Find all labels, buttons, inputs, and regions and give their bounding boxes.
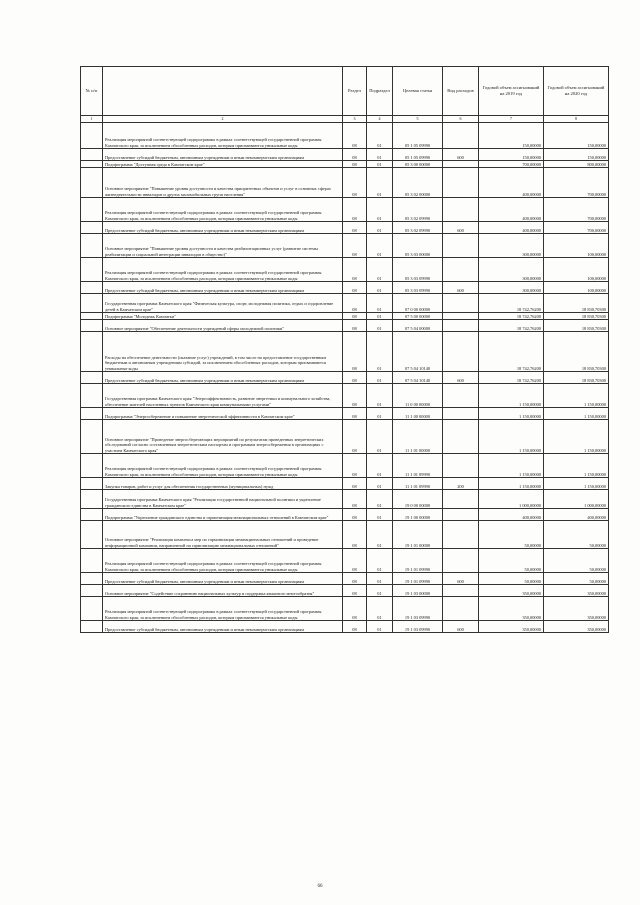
col-index: 8 [544, 116, 609, 123]
podrazdel-cell: 01 [367, 573, 393, 585]
table-row [81, 168, 609, 198]
item-name-cell: Основное мероприятие "Повышение уровня доступности и качества реабилитационных услуг (развитие системы реабилитации и социальной интеграции инвалидов в общество)" [103, 234, 343, 258]
header-expense-type: Вид расходов [443, 67, 479, 116]
table-row [81, 123, 609, 149]
table-row [81, 282, 609, 294]
expense-type-cell: 600 [443, 372, 479, 384]
header-num: № п/п [81, 67, 103, 116]
header-2020: Годовой объем ассигнований на 2020 год [544, 67, 609, 116]
podrazdel-cell: 01 [367, 521, 393, 549]
table-row [81, 149, 609, 161]
table-row [81, 549, 609, 573]
razdel-cell: 08 [343, 320, 367, 332]
target-article-cell: 19 1 03 00000 [393, 585, 443, 597]
expense-type-cell [443, 161, 479, 168]
razdel-cell: 08 [343, 597, 367, 621]
amount-2020-cell: 800,00000 [544, 161, 609, 168]
expense-type-cell [443, 549, 479, 573]
podrazdel-cell: 01 [367, 294, 393, 313]
table-row [81, 490, 609, 509]
razdel-cell: 08 [343, 168, 367, 198]
podrazdel-cell: 01 [367, 313, 393, 320]
item-name-cell: Основное мероприятие "Обеспечение деятельности учреждений сферы молодежной политики" [103, 320, 343, 332]
table-body [81, 123, 609, 633]
amount-2019-cell: 1 150,00000 [479, 478, 544, 490]
amount-2019-cell: 350,00000 [479, 585, 544, 597]
razdel-cell: 08 [343, 549, 367, 573]
razdel-cell: 08 [343, 198, 367, 222]
col-index: 6 [443, 116, 479, 123]
item-name-cell: Основное мероприятие "Реализация комплекса мер по гармонизации межнациональных отношений и проведение информационной кампании, направленной на гармонизацию межнациональных отношений" [103, 521, 343, 549]
target-article-cell: 19 0 00 00000 [393, 490, 443, 509]
amount-2019-cell: 400,00000 [479, 222, 544, 234]
expense-type-cell: 600 [443, 621, 479, 633]
amount-2020-cell: 700,00000 [544, 222, 609, 234]
expense-type-cell [443, 454, 479, 478]
expense-type-cell [443, 509, 479, 521]
expense-type-cell [443, 490, 479, 509]
table-row [81, 320, 609, 332]
amount-2019-cell: 150,00000 [479, 123, 544, 149]
table-header-row [81, 67, 609, 116]
amount-2020-cell: 18 830,70300 [544, 313, 609, 320]
razdel-cell: 08 [343, 313, 367, 320]
item-name-cell: Подпрограмма "Молодежь Камчатки" [103, 313, 343, 320]
podrazdel-cell: 01 [367, 384, 393, 408]
expense-type-cell [443, 198, 479, 222]
amount-2019-cell: 18 742,76200 [479, 294, 544, 313]
amount-2020-cell: 100,00000 [544, 282, 609, 294]
table-row [81, 454, 609, 478]
amount-2019-cell: 350,00000 [479, 597, 544, 621]
expense-type-cell [443, 234, 479, 258]
razdel-cell: 08 [343, 372, 367, 384]
amount-2020-cell: 50,00000 [544, 573, 609, 585]
expense-type-cell: 600 [443, 573, 479, 585]
podrazdel-cell: 01 [367, 282, 393, 294]
item-name-cell: Расходы на обеспечение деятельности (оказание услуг) учреждений, в том числе на предоставление государственным бюджетным и автономным учреждениям субсидий, за исключением обособленных расходов, которым присваиваются уникальные коды [103, 332, 343, 372]
podrazdel-cell: 01 [367, 161, 393, 168]
table-row [81, 420, 609, 454]
podrazdel-cell: 01 [367, 408, 393, 420]
amount-2020-cell: 18 830,70300 [544, 372, 609, 384]
target-article-cell: 05 3 00 00000 [393, 161, 443, 168]
amount-2020-cell: 50,00000 [544, 549, 609, 573]
podrazdel-cell: 01 [367, 509, 393, 521]
razdel-cell: 08 [343, 294, 367, 313]
target-article-cell: 05 3 03 09990 [393, 282, 443, 294]
amount-2020-cell: 1 150,00000 [544, 408, 609, 420]
razdel-cell: 08 [343, 408, 367, 420]
target-article-cell: 05 1 05 09990 [393, 149, 443, 161]
item-name-cell: Основное мероприятие "Проведение энергосберегающих мероприятий по результатам проведенных энергетических обследований согласно составленным энергетическим паспортам и программам энергосбережения в организациях с участием Камчатского края" [103, 420, 343, 454]
amount-2019-cell: 1 150,00000 [479, 384, 544, 408]
amount-2020-cell: 50,00000 [544, 521, 609, 549]
amount-2019-cell: 18 742,76200 [479, 320, 544, 332]
col-index: 5 [393, 116, 443, 123]
amount-2019-cell: 300,00000 [479, 234, 544, 258]
table-row [81, 372, 609, 384]
expense-type-cell: 600 [443, 149, 479, 161]
row-number-cell [81, 258, 103, 282]
razdel-cell: 08 [343, 490, 367, 509]
amount-2020-cell: 350,00000 [544, 621, 609, 633]
table-row [81, 222, 609, 234]
podrazdel-cell: 01 [367, 621, 393, 633]
table-row [81, 332, 609, 372]
amount-2019-cell: 150,00000 [479, 149, 544, 161]
amount-2019-cell: 50,00000 [479, 549, 544, 573]
podrazdel-cell: 01 [367, 549, 393, 573]
item-name-cell: Реализация мероприятий соответствующей подпрограммы в рамках соответствующей государственной программы Камчатского края, за исключением обособленных расходов, которым присваиваются уникальные коды [103, 258, 343, 282]
amount-2020-cell: 18 830,70300 [544, 320, 609, 332]
podrazdel-cell: 01 [367, 597, 393, 621]
target-article-cell: 05 3 03 00000 [393, 234, 443, 258]
amount-2020-cell: 18 830,70300 [544, 332, 609, 372]
podrazdel-cell: 01 [367, 332, 393, 372]
item-name-cell: Реализация мероприятий соответствующей подпрограммы в рамках соответствующей государственной программы Камчатского края, за исключением обособленных расходов, которым присваиваются уникальные коды [103, 454, 343, 478]
col-index: 2 [103, 116, 343, 123]
amount-2019-cell: 1 150,00000 [479, 420, 544, 454]
target-article-cell: 07 5 04 10140 [393, 372, 443, 384]
amount-2020-cell: 700,00000 [544, 198, 609, 222]
header-2019: Годовой объем ассигнований на 2019 год [479, 67, 544, 116]
target-article-cell: 05 1 05 09990 [393, 123, 443, 149]
item-name-cell: Предоставление субсидий бюджетным, автономным учреждениям и иным некоммерческим организациям [103, 621, 343, 633]
razdel-cell: 08 [343, 521, 367, 549]
amount-2019-cell: 18 742,76200 [479, 332, 544, 372]
razdel-cell: 08 [343, 585, 367, 597]
table-row [81, 509, 609, 521]
target-article-cell: 11 1 01 00000 [393, 420, 443, 454]
row-number-cell [81, 408, 103, 420]
item-name-cell: Закупка товаров, работ и услуг для обеспечения государственных (муниципальных) нужд [103, 478, 343, 490]
item-name-cell: Предоставление субсидий бюджетным, автономным учреждениям и иным некоммерческим организациям [103, 282, 343, 294]
table-row [81, 258, 609, 282]
table-row [81, 234, 609, 258]
target-article-cell: 11 1 00 00000 [393, 408, 443, 420]
razdel-cell: 08 [343, 234, 367, 258]
row-number-cell [81, 123, 103, 149]
item-name-cell: Предоставление субсидий бюджетным, автономным учреждениям и иным некоммерческим организациям [103, 372, 343, 384]
row-number-cell [81, 585, 103, 597]
table-row [81, 521, 609, 549]
budget-sheet [80, 66, 608, 633]
expense-type-cell: 600 [443, 282, 479, 294]
expense-type-cell [443, 313, 479, 320]
amount-2020-cell: 150,00000 [544, 123, 609, 149]
razdel-cell: 08 [343, 332, 367, 372]
razdel-cell: 08 [343, 149, 367, 161]
amount-2019-cell: 50,00000 [479, 521, 544, 549]
target-article-cell: 19 1 01 00000 [393, 521, 443, 549]
item-name-cell: Реализация мероприятий соответствующей подпрограммы в рамках соответствующей государственной программы Камчатского края, за исключением обособленных расходов, которым присваиваются уникальные коды [103, 597, 343, 621]
target-article-cell: 19 1 00 00000 [393, 509, 443, 521]
row-number-cell [81, 549, 103, 573]
item-name-cell: Предоставление субсидий бюджетным, автономным учреждениям и иным некоммерческим организациям [103, 149, 343, 161]
expense-type-cell [443, 597, 479, 621]
amount-2019-cell: 700,00000 [479, 161, 544, 168]
col-index: 4 [367, 116, 393, 123]
header-podrazdel: Подраздел [367, 67, 393, 116]
row-number-cell [81, 454, 103, 478]
podrazdel-cell: 01 [367, 585, 393, 597]
razdel-cell: 08 [343, 258, 367, 282]
target-article-cell: 05 3 02 09990 [393, 222, 443, 234]
expense-type-cell [443, 294, 479, 313]
item-name-cell: Подпрограмма "Укрепление гражданского единства и гармонизация межнациональных отношений в Камчатском крае" [103, 509, 343, 521]
target-article-cell: 19 1 03 09990 [393, 597, 443, 621]
expense-type-cell [443, 168, 479, 198]
amount-2019-cell: 1 000,00000 [479, 490, 544, 509]
target-article-cell: 07 0 00 00000 [393, 294, 443, 313]
item-name-cell: Государственная программа Камчатского края "Энергоэффективность, развитие энергетики и коммунального хозяйства, обеспечение жителей населенных пунктов Камчатского края коммунальными услугами" [103, 384, 343, 408]
row-number-cell [81, 573, 103, 585]
row-number-cell [81, 597, 103, 621]
col-index: 1 [81, 116, 103, 123]
budget-table [80, 66, 609, 633]
item-name-cell: Подпрограмма "Энергосбережение и повышение энергетической эффективности в Камчатском крае" [103, 408, 343, 420]
row-number-cell [81, 282, 103, 294]
table-row [81, 294, 609, 313]
amount-2020-cell: 1 000,00000 [544, 490, 609, 509]
podrazdel-cell: 01 [367, 320, 393, 332]
row-number-cell [81, 313, 103, 320]
amount-2019-cell: 400,00000 [479, 509, 544, 521]
row-number-cell [81, 332, 103, 372]
amount-2019-cell: 300,00000 [479, 282, 544, 294]
amount-2019-cell: 50,00000 [479, 573, 544, 585]
target-article-cell: 07 5 04 00000 [393, 320, 443, 332]
row-number-cell [81, 490, 103, 509]
podrazdel-cell: 01 [367, 420, 393, 454]
target-article-cell: 11 1 01 09990 [393, 454, 443, 478]
item-name-cell: Основное мероприятие "Содействие сохранению национальных культур и поддержка языкового многообразия" [103, 585, 343, 597]
amount-2020-cell: 350,00000 [544, 597, 609, 621]
podrazdel-cell: 01 [367, 149, 393, 161]
amount-2019-cell: 350,00000 [479, 621, 544, 633]
row-number-cell [81, 420, 103, 454]
podrazdel-cell: 01 [367, 198, 393, 222]
amount-2019-cell: 1 150,00000 [479, 408, 544, 420]
table-row [81, 384, 609, 408]
razdel-cell: 08 [343, 384, 367, 408]
target-article-cell: 19 1 03 09990 [393, 621, 443, 633]
amount-2020-cell: 1 150,00000 [544, 384, 609, 408]
expense-type-cell [443, 123, 479, 149]
item-name-cell: Предоставление субсидий бюджетным, автономным учреждениям и иным некоммерческим организациям [103, 222, 343, 234]
razdel-cell: 08 [343, 161, 367, 168]
table-row [81, 198, 609, 222]
table-row [81, 585, 609, 597]
target-article-cell: 11 1 01 09990 [393, 478, 443, 490]
table-row [81, 478, 609, 490]
razdel-cell: 08 [343, 282, 367, 294]
amount-2019-cell: 400,00000 [479, 168, 544, 198]
podrazdel-cell: 01 [367, 372, 393, 384]
amount-2020-cell: 1 150,00000 [544, 420, 609, 454]
expense-type-cell [443, 420, 479, 454]
target-article-cell: 07 5 04 10140 [393, 332, 443, 372]
row-number-cell [81, 320, 103, 332]
podrazdel-cell: 01 [367, 258, 393, 282]
razdel-cell: 08 [343, 509, 367, 521]
item-name-cell: Предоставление субсидий бюджетным, автономным учреждениям и иным некоммерческим организациям [103, 573, 343, 585]
row-number-cell [81, 621, 103, 633]
table-row [81, 573, 609, 585]
expense-type-cell [443, 332, 479, 372]
item-name-cell: Реализация мероприятий соответствующей подпрограммы в рамках соответствующей государственной программы Камчатского края, за исключением обособленных расходов, которым присваиваются уникальные коды [103, 549, 343, 573]
podrazdel-cell: 01 [367, 490, 393, 509]
expense-type-cell [443, 521, 479, 549]
amount-2020-cell: 1 150,00000 [544, 478, 609, 490]
expense-type-cell: 200 [443, 478, 479, 490]
item-name-cell: Государственная программа Камчатского края "Физическая культура, спорт, молодежная политика, отдых и оздоровление детей в Камчатском крае" [103, 294, 343, 313]
header-target-article: Целевая статья [393, 67, 443, 116]
podrazdel-cell: 01 [367, 222, 393, 234]
target-article-cell: 11 0 00 00000 [393, 384, 443, 408]
amount-2020-cell: 700,00000 [544, 168, 609, 198]
podrazdel-cell: 01 [367, 123, 393, 149]
row-number-cell [81, 198, 103, 222]
target-article-cell: 05 3 03 09990 [393, 258, 443, 282]
razdel-cell: 08 [343, 621, 367, 633]
amount-2019-cell: 1 150,00000 [479, 454, 544, 478]
table-row [81, 408, 609, 420]
target-article-cell: 19 1 01 09990 [393, 573, 443, 585]
row-number-cell [81, 384, 103, 408]
razdel-cell: 08 [343, 478, 367, 490]
amount-2020-cell: 400,00000 [544, 509, 609, 521]
razdel-cell: 08 [343, 573, 367, 585]
target-article-cell: 05 3 02 09990 [393, 198, 443, 222]
razdel-cell: 08 [343, 454, 367, 478]
expense-type-cell [443, 384, 479, 408]
amount-2020-cell: 100,00000 [544, 234, 609, 258]
amount-2020-cell: 100,00000 [544, 258, 609, 282]
row-number-cell [81, 161, 103, 168]
expense-type-cell [443, 320, 479, 332]
row-number-cell [81, 222, 103, 234]
podrazdel-cell: 01 [367, 478, 393, 490]
row-number-cell [81, 168, 103, 198]
expense-type-cell: 600 [443, 222, 479, 234]
amount-2019-cell: 18 742,76200 [479, 313, 544, 320]
header-razdel: Раздел [343, 67, 367, 116]
row-number-cell [81, 234, 103, 258]
razdel-cell: 08 [343, 123, 367, 149]
podrazdel-cell: 01 [367, 168, 393, 198]
row-number-cell [81, 372, 103, 384]
podrazdel-cell: 01 [367, 454, 393, 478]
col-index: 3 [343, 116, 367, 123]
row-number-cell [81, 478, 103, 490]
table-row [81, 621, 609, 633]
header-name [103, 67, 343, 116]
item-name-cell: Подпрограмма "Доступная среда в Камчатском крае" [103, 161, 343, 168]
podrazdel-cell: 01 [367, 234, 393, 258]
amount-2020-cell: 18 830,70300 [544, 294, 609, 313]
target-article-cell: 05 3 02 00000 [393, 168, 443, 198]
expense-type-cell [443, 585, 479, 597]
row-number-cell [81, 509, 103, 521]
column-index-row [81, 116, 609, 123]
amount-2020-cell: 150,00000 [544, 149, 609, 161]
razdel-cell: 08 [343, 420, 367, 454]
amount-2019-cell: 400,00000 [479, 198, 544, 222]
table-row [81, 597, 609, 621]
razdel-cell: 08 [343, 222, 367, 234]
amount-2019-cell: 18 742,76200 [479, 372, 544, 384]
target-article-cell: 07 5 00 00000 [393, 313, 443, 320]
row-number-cell [81, 149, 103, 161]
target-article-cell: 19 1 01 09990 [393, 549, 443, 573]
item-name-cell: Реализация мероприятий соответствующей подпрограммы в рамках соответствующей государственной программы Камчатского края, за исключением обособленных расходов, которым присваиваются уникальные коды [103, 198, 343, 222]
table-row [81, 313, 609, 320]
expense-type-cell [443, 408, 479, 420]
item-name-cell: Реализация мероприятий соответствующей подпрограммы в рамках соответствующей государственной программы Камчатского края, за исключением обособленных расходов, которым присваиваются уникальные коды [103, 123, 343, 149]
item-name-cell: Основное мероприятие "Повышение уровня доступности и качества приоритетных объектов и услуг в основных сферах жизнедеятельности инвалидов и других маломобильных групп населения" [103, 168, 343, 198]
expense-type-cell [443, 258, 479, 282]
row-number-cell [81, 294, 103, 313]
page-number: 66 [317, 884, 323, 889]
amount-2019-cell: 300,00000 [479, 258, 544, 282]
row-number-cell [81, 521, 103, 549]
table-row [81, 161, 609, 168]
col-index: 7 [479, 116, 544, 123]
item-name-cell: Государственная программа Камчатского края "Реализация государственной национальной политики и укрепление гражданского единства в Камчатском крае" [103, 490, 343, 509]
amount-2020-cell: 350,00000 [544, 585, 609, 597]
amount-2020-cell: 1 150,00000 [544, 454, 609, 478]
